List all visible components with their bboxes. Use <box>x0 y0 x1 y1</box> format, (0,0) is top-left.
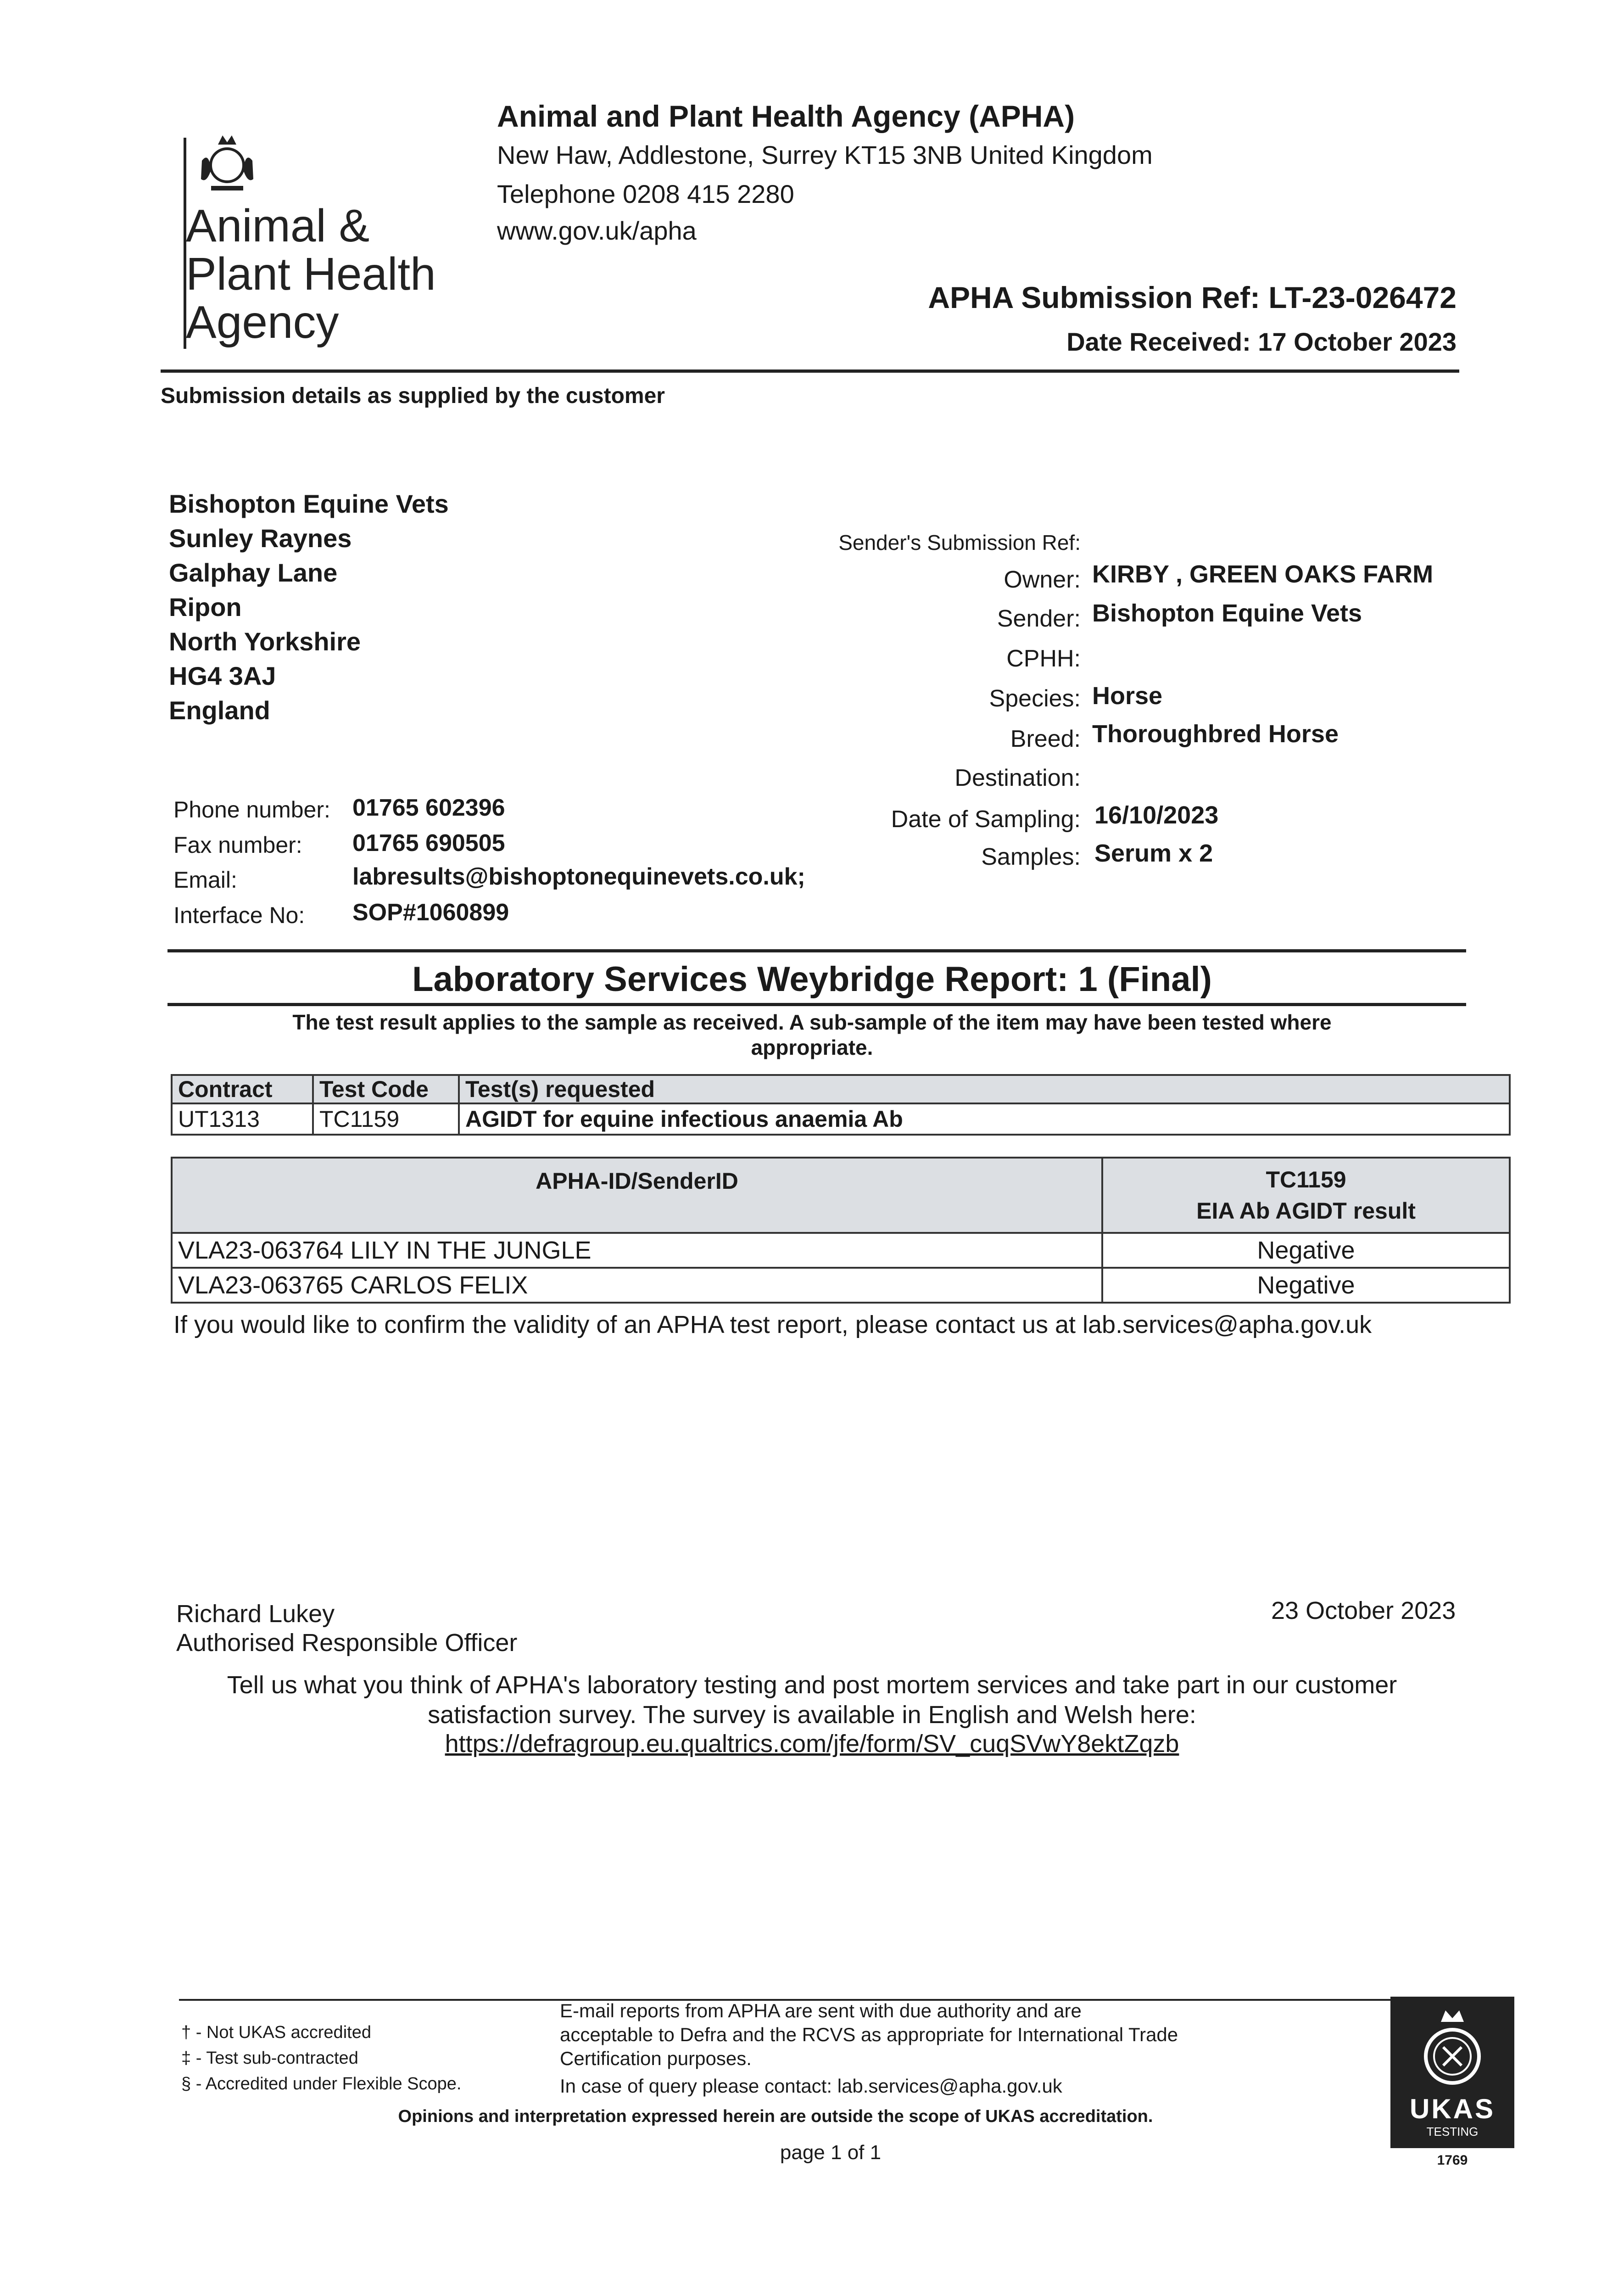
species-value: Horse <box>1092 682 1163 710</box>
ukas-mark <box>1390 1997 1514 2148</box>
sample-note-line: appropriate. <box>751 1036 873 1059</box>
apha-logo <box>165 124 441 363</box>
report-divider-bottom <box>167 1003 1466 1006</box>
interface-label: Interface No: <box>173 902 305 928</box>
result-header: EIA Ab AGIDT result <box>1196 1198 1416 1224</box>
header-divider <box>161 369 1459 373</box>
sample-id-cell: VLA23-063764 LILY IN THE JUNGLE <box>172 1233 1102 1268</box>
result-cell: Negative <box>1102 1233 1510 1268</box>
survey-line: Tell us what you think of APHA's laboratory testing and post mortem services and take part in our customer <box>227 1671 1397 1699</box>
species-label: Species: <box>989 685 1081 712</box>
address-line: North Yorkshire <box>169 627 361 656</box>
address-line: England <box>169 696 270 725</box>
logo-text-line: Agency <box>186 297 339 348</box>
table-row <box>172 1103 1510 1135</box>
fax-value: 01765 690505 <box>352 830 505 856</box>
report-divider-top <box>167 949 1466 952</box>
id-column-header: APHA-ID/SenderID <box>172 1158 1102 1233</box>
email-label: Email: <box>173 867 237 893</box>
agency-name: Animal and Plant Health Agency (APHA) <box>497 99 1075 133</box>
sample-note-line: The test result applies to the sample as received. A sub-sample of the item may have been tested where <box>292 1010 1332 1034</box>
email-reports-note <box>560 1999 1178 2098</box>
address-line: Galphay Lane <box>169 558 338 587</box>
sampling-date-value: 16/10/2023 <box>1094 801 1219 829</box>
customer-address <box>169 487 449 728</box>
agency-website: www.gov.uk/apha <box>497 216 697 245</box>
note-line: E-mail reports from APHA are sent with due authority and are <box>560 2000 1082 2021</box>
sampling-date-label: Date of Sampling: <box>891 806 1081 833</box>
logo-text-line: Animal & <box>186 200 370 252</box>
ukas-sub: TESTING <box>1426 2125 1479 2138</box>
phone-value: 01765 602396 <box>352 795 505 821</box>
note-line: Certification purposes. <box>560 2048 752 2069</box>
agency-telephone: Telephone 0208 415 2280 <box>497 179 794 208</box>
result-column-header <box>1102 1158 1510 1233</box>
fax-label: Fax number: <box>173 832 302 858</box>
footer-legend <box>181 2020 461 2097</box>
ukas-crown-icon <box>1406 2004 1498 2091</box>
results-table <box>171 1157 1511 1304</box>
page-number: page 1 of 1 <box>780 2141 882 2164</box>
interface-value: SOP#1060899 <box>352 899 509 926</box>
survey-link[interactable]: https://defragroup.eu.qualtrics.com/jfe/form/SV_cuqSVwY8ektZqzb <box>445 1730 1179 1758</box>
validity-note: If you would like to confirm the validity of an APHA test report, please contact us at lab.services@apha.gov.uk <box>173 1311 1372 1338</box>
email-value: labresults@bishoptonequinevets.co.uk; <box>352 863 805 890</box>
survey-line: satisfaction survey. The survey is available in English and Welsh here: <box>428 1701 1196 1729</box>
samples-label: Samples: <box>981 844 1081 870</box>
address-line: Ripon <box>169 593 242 621</box>
legend-item: ‡ - Test sub-contracted <box>181 2049 358 2068</box>
address-line: Sunley Raynes <box>169 524 352 553</box>
result-cell: Negative <box>1102 1268 1510 1303</box>
address-line: HG4 3AJ <box>169 661 276 690</box>
address-line: Bishopton Equine Vets <box>169 489 449 518</box>
note-line: acceptable to Defra and the RCVS as appropriate for International Trade <box>560 2024 1178 2045</box>
test-code-header: TC1159 <box>1266 1167 1346 1192</box>
royal-crest-icon <box>197 129 257 197</box>
test-requested-cell: AGIDT for equine infectious anaemia Ab <box>459 1103 1510 1135</box>
sample-id-cell: VLA23-063765 CARLOS FELIX <box>172 1268 1102 1303</box>
query-note: In case of query please contact: lab.services@apha.gov.uk <box>560 2075 1062 2097</box>
destination-label: Destination: <box>954 765 1081 791</box>
submission-ref: APHA Submission Ref: LT-23-026472 <box>928 280 1457 314</box>
officer-role: Authorised Responsible Officer <box>176 1629 518 1657</box>
report-date: 23 October 2023 <box>1271 1597 1456 1624</box>
officer-name: Richard Lukey <box>176 1600 335 1628</box>
column-header: Contract <box>172 1075 313 1103</box>
test-code-cell: TC1159 <box>313 1103 459 1135</box>
column-header: Test Code <box>313 1075 459 1103</box>
senders-ref-label: Sender's Submission Ref: <box>838 531 1081 554</box>
sender-label: Sender: <box>997 605 1081 632</box>
tests-table <box>171 1074 1511 1136</box>
sender-value: Bishopton Equine Vets <box>1092 599 1362 627</box>
table-row <box>172 1233 1510 1268</box>
opinions-note: Opinions and interpretation expressed herein are outside the scope of UKAS accreditation. <box>398 2107 1153 2126</box>
phone-label: Phone number: <box>173 797 330 823</box>
samples-value: Serum x 2 <box>1094 840 1213 867</box>
table-header-row <box>172 1158 1510 1233</box>
ukas-number: 1769 <box>1437 2153 1468 2168</box>
report-title: Laboratory Services Weybridge Report: 1 (Final) <box>412 960 1212 999</box>
legend-item: † - Not UKAS accredited <box>181 2023 371 2042</box>
legend-item: § - Accredited under Flexible Scope. <box>181 2074 462 2093</box>
table-row <box>172 1268 1510 1303</box>
breed-label: Breed: <box>1010 726 1081 752</box>
submission-heading: Submission details as supplied by the customer <box>161 384 665 408</box>
logo-text-line: Plant Health <box>186 248 436 300</box>
date-received: Date Received: 17 October 2023 <box>1066 327 1457 356</box>
column-header: Test(s) requested <box>459 1075 1510 1103</box>
contract-cell: UT1313 <box>172 1103 313 1135</box>
ukas-name: UKAS <box>1409 2093 1495 2124</box>
owner-value: KIRBY , GREEN OAKS FARM <box>1092 560 1434 588</box>
breed-value: Thoroughbred Horse <box>1092 720 1339 748</box>
owner-label: Owner: <box>1004 566 1081 593</box>
agency-address: New Haw, Addlestone, Surrey KT15 3NB United Kingdom <box>497 140 1153 169</box>
cphh-label: CPHH: <box>1006 645 1081 672</box>
table-header-row <box>172 1075 1510 1103</box>
